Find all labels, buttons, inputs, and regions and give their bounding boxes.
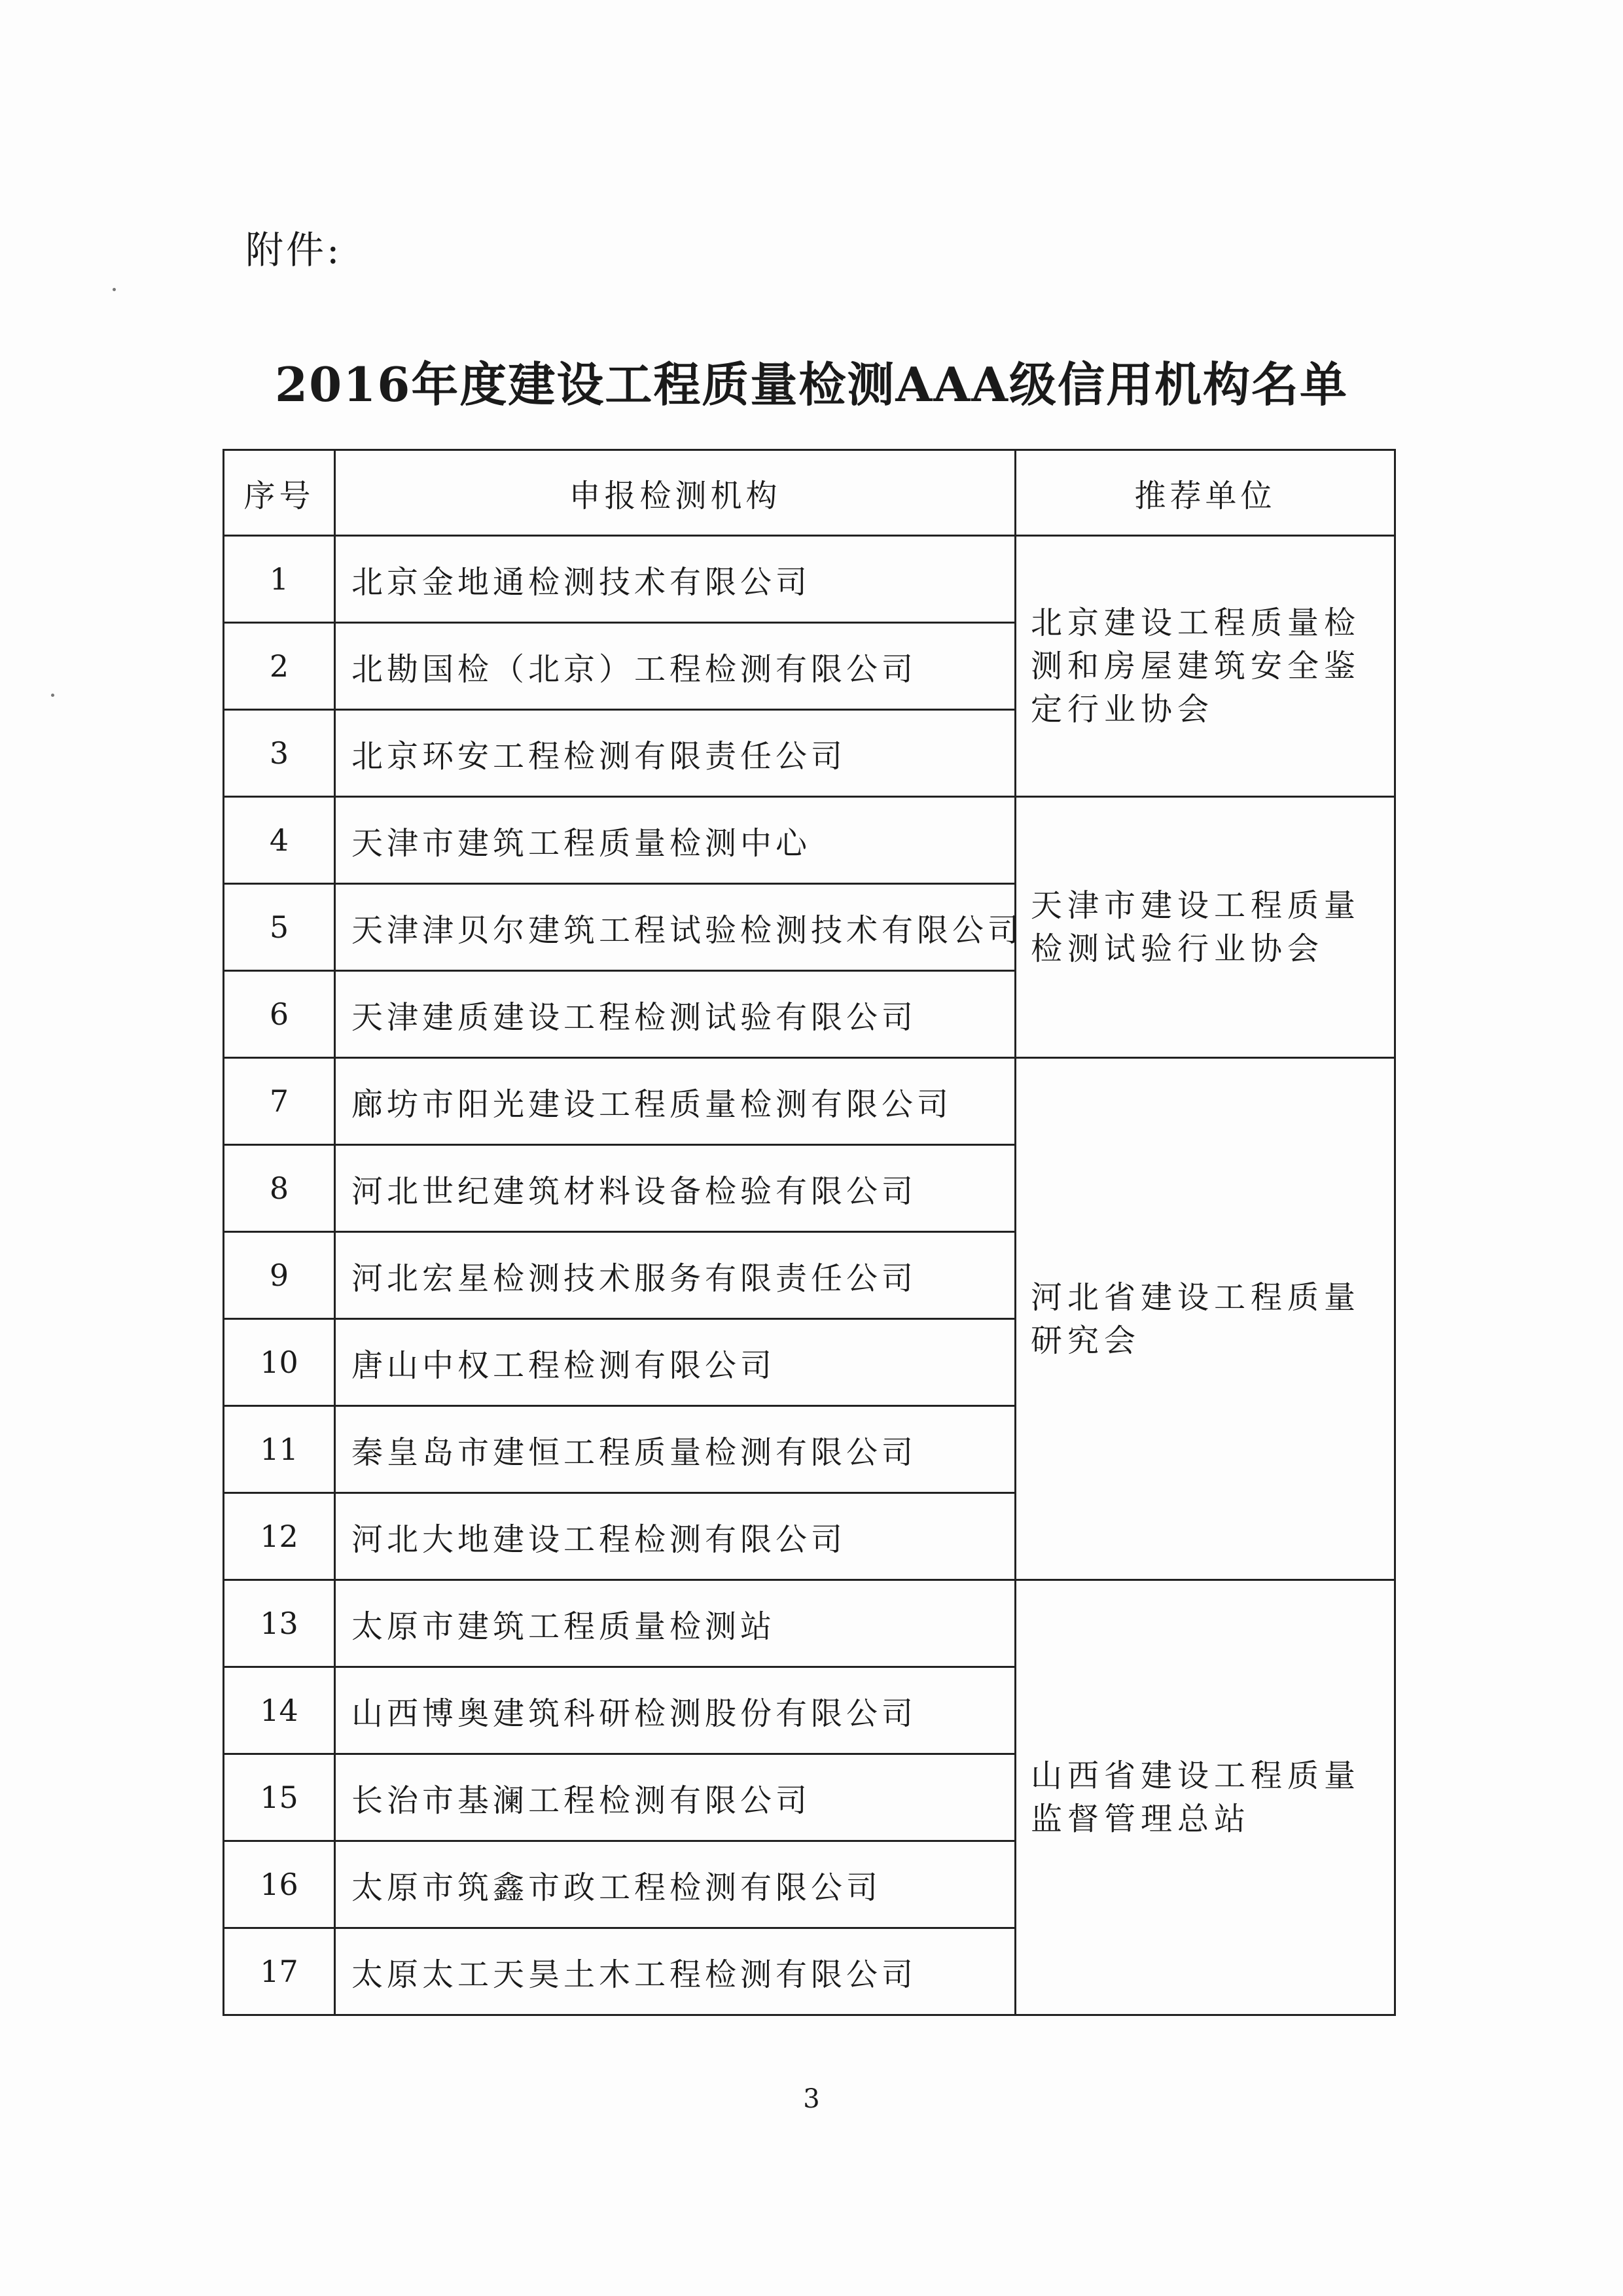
row-seq: 12 [224, 1493, 335, 1580]
row-organization: 天津市建筑工程质量检测中心 [335, 797, 1016, 884]
row-organization: 秦皇岛市建恒工程质量检测有限公司 [335, 1406, 1016, 1493]
recommender-cell: 北京建设工程质量检测和房屋建筑安全鉴定行业协会 [1016, 536, 1395, 797]
row-organization: 北京金地通检测技术有限公司 [335, 536, 1016, 623]
row-seq: 4 [224, 797, 335, 884]
row-organization: 天津津贝尔建筑工程试验检测技术有限公司 [335, 884, 1016, 971]
table-header-row [224, 450, 1395, 536]
row-organization: 太原太工天昊土木工程检测有限公司 [335, 1928, 1016, 2015]
table-row [224, 1058, 1395, 1145]
table-body [224, 536, 1395, 2015]
recommender-cell: 山西省建设工程质量监督管理总站 [1016, 1580, 1395, 2015]
row-seq: 8 [224, 1145, 335, 1232]
row-seq: 9 [224, 1232, 335, 1319]
row-seq: 7 [224, 1058, 335, 1145]
row-seq: 13 [224, 1580, 335, 1667]
row-seq: 1 [224, 536, 335, 623]
row-seq: 16 [224, 1841, 335, 1928]
header-recommender: 推荐单位 [1016, 450, 1395, 536]
row-seq: 2 [224, 623, 335, 710]
page-number: 3 [803, 2084, 820, 2114]
organization-table [223, 449, 1396, 2016]
row-seq: 3 [224, 710, 335, 797]
row-organization: 长治市基澜工程检测有限公司 [335, 1754, 1016, 1841]
row-organization: 山西博奥建筑科研检测股份有限公司 [335, 1667, 1016, 1754]
scan-speck [113, 288, 116, 291]
row-seq: 14 [224, 1667, 335, 1754]
row-seq: 5 [224, 884, 335, 971]
row-seq: 15 [224, 1754, 335, 1841]
table-row [224, 1580, 1395, 1667]
row-organization: 河北世纪建筑材料设备检验有限公司 [335, 1145, 1016, 1232]
table-row [224, 536, 1395, 623]
row-organization: 廊坊市阳光建设工程质量检测有限公司 [335, 1058, 1016, 1145]
attachment-label: 附件: [245, 228, 342, 272]
row-organization: 北京环安工程检测有限责任公司 [335, 710, 1016, 797]
recommender-cell: 河北省建设工程质量研究会 [1016, 1058, 1395, 1580]
row-organization: 河北宏星检测技术服务有限责任公司 [335, 1232, 1016, 1319]
recommender-cell: 天津市建设工程质量检测试验行业协会 [1016, 797, 1395, 1058]
document-title: 2016年度建设工程质量检测AAA级信用机构名单 [275, 357, 1348, 412]
scan-speck [51, 694, 54, 697]
header-seq: 序号 [224, 450, 335, 536]
row-seq: 11 [224, 1406, 335, 1493]
row-organization: 唐山中权工程检测有限公司 [335, 1319, 1016, 1406]
row-organization: 太原市建筑工程质量检测站 [335, 1580, 1016, 1667]
header-org: 申报检测机构 [335, 450, 1016, 536]
row-seq: 17 [224, 1928, 335, 2015]
row-seq: 10 [224, 1319, 335, 1406]
row-organization: 太原市筑鑫市政工程检测有限公司 [335, 1841, 1016, 1928]
row-seq: 6 [224, 971, 335, 1058]
row-organization: 天津建质建设工程检测试验有限公司 [335, 971, 1016, 1058]
row-organization: 北勘国检（北京）工程检测有限公司 [335, 623, 1016, 710]
table-row [224, 797, 1395, 884]
row-organization: 河北大地建设工程检测有限公司 [335, 1493, 1016, 1580]
